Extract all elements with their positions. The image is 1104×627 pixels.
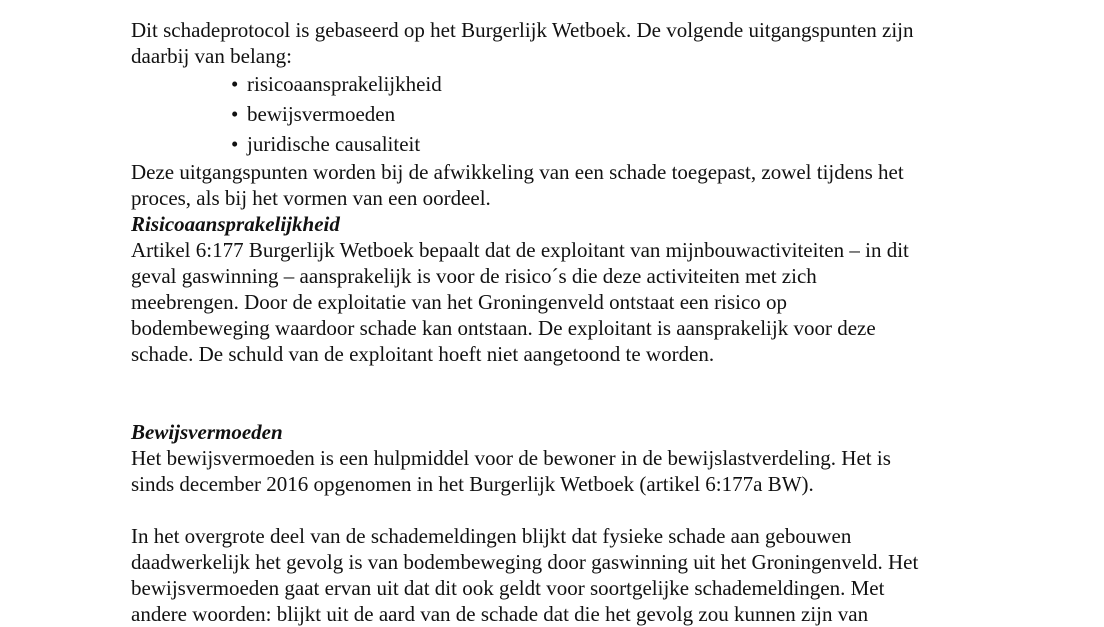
document-page [131, 17, 991, 627]
list-item-label: bewijsvermoeden [247, 102, 396, 126]
list-item [231, 69, 991, 99]
section-heading-bewijsvermoeden: Bewijsvermoeden [131, 420, 283, 444]
bullet-icon: • [231, 72, 239, 96]
paragraph-spacer [131, 367, 991, 393]
section-body-bewijsvermoeden-continued: In het overgrote deel van de schademeldingen blijkt dat fysieke schade aan gebouwen daadwerkelijk het gevolg is van bodembeweging door gaswinning uit het Groningenveld. Het bewijsvermoeden gaat ervan uit dat dit ook geldt voor soortgelijke schademeldingen. Met andere woorden: blijkt uit de aard van de schade dat die het gevolg zou kunnen zijn van [131, 524, 919, 626]
list-item [231, 129, 991, 159]
bullet-icon: • [231, 132, 239, 156]
after-list-paragraph: Deze uitgangspunten worden bij de afwikkeling van een schade toegepast, zowel tijdens het proces, als bij het vormen van een oordeel. [131, 160, 904, 210]
intro-paragraph: Dit schadeprotocol is gebaseerd op het Burgerlijk Wetboek. De volgende uitgangspunten zijn daarbij van belang: [131, 18, 914, 68]
list-item-label: risicoaansprakelijkheid [247, 72, 442, 96]
list-item-label: juridische causaliteit [247, 132, 421, 156]
paragraph-spacer [131, 497, 991, 523]
bullet-icon: • [231, 102, 239, 126]
list-item [231, 99, 991, 129]
section-body-bewijsvermoeden: Het bewijsvermoeden is een hulpmiddel voor de bewoner in de bewijslastverdeling. Het is sinds december 2016 opgenomen in het Burgerlijk Wetboek (artikel 6:177a BW). [131, 446, 891, 496]
section-body-risicoaansprakelijkheid: Artikel 6:177 Burgerlijk Wetboek bepaalt dat de exploitant van mijnbouwactiviteiten – in dit geval gaswinning – aansprakelijk is voor de risico´s die deze activiteiten met zich meebrengen. Door de exploitatie van het Groningenveld ontstaat een risico op bodembeweging waardoor schade kan ontstaan. De exploitant is aansprakelijk voor deze schade. De schuld van de exploitant hoeft niet aangetoond te worden. [131, 238, 909, 366]
section-heading-risicoaansprakelijkheid: Risicoaansprakelijkheid [131, 212, 340, 236]
paragraph-spacer [131, 393, 991, 419]
principles-list [131, 69, 991, 159]
